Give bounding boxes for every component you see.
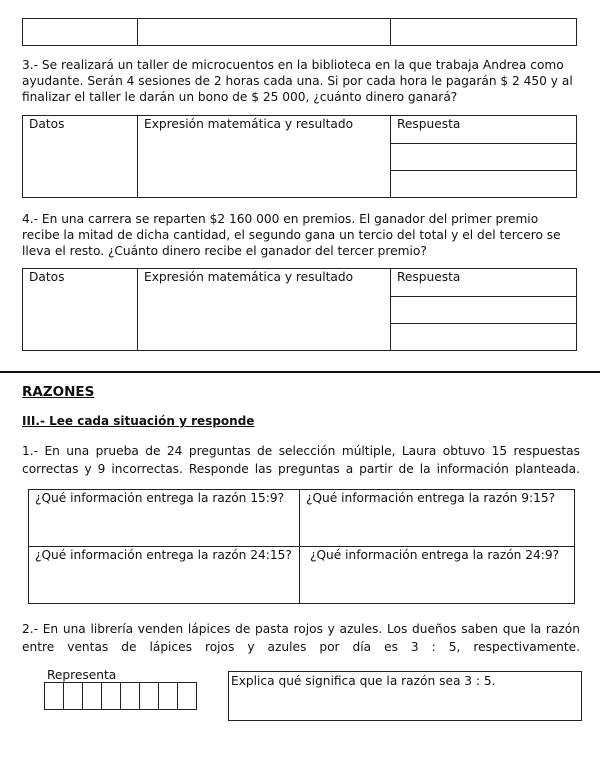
ratio-question-24-15[interactable] [29, 547, 300, 604]
represent-square[interactable] [101, 682, 121, 710]
previous-datos-cell[interactable] [23, 19, 138, 46]
ratio-question-24-9-text: ¿Qué información entrega la razón 24:9? [310, 548, 560, 562]
previous-answer-table [22, 18, 577, 46]
page-divider [0, 371, 600, 373]
problem-3-respuesta-line-1[interactable] [391, 144, 577, 171]
previous-respuesta-cell[interactable] [391, 19, 577, 46]
razones-question-grid [28, 489, 575, 604]
section-iii-title: III.- Lee cada situación y responde [22, 414, 255, 428]
problem-4-datos-cell[interactable] [23, 269, 138, 351]
explain-prompt: Explica qué significa que la razón sea 3 : 5. [231, 674, 496, 688]
expresion-header: Expresión matemática y resultado [144, 270, 354, 284]
problem-3-text: 3.- Se realizará un taller de microcuentos en la biblioteca en la que trabaja Andrea como ayudante. Serán 4 sesiones de 2 horas cada una. Si por cada hora le pagarán $ 2 450 y al finalizar el taller le darán un bono de $ 25 000, ¿cuánto dinero ganará? [22, 58, 573, 104]
datos-header: Datos [29, 117, 65, 131]
respuesta-header: Respuesta [397, 270, 461, 284]
problem-3-expresion-cell[interactable] [138, 116, 391, 198]
problem-4-text: 4.- En una carrera se reparten $2 160 000 en premios. El ganador del primer premio recibe la mitad de dicha cantidad, el segundo gana un tercio del total y el del tercero se lleva el resto. ¿Cuánto dinero recibe el ganador del tercer premio? [22, 212, 561, 258]
problem-4-respuesta-line-2[interactable] [391, 324, 577, 351]
represent-square[interactable] [44, 682, 64, 710]
problem-3-respuesta-header-cell [391, 116, 577, 144]
previous-expresion-cell[interactable] [138, 19, 391, 46]
explain-answer-box[interactable] [228, 671, 582, 721]
ratio-question-9-15[interactable] [300, 490, 575, 547]
ratio-question-15-9-text: ¿Qué información entrega la razón 15:9? [35, 491, 285, 505]
razones-heading: RAZONES [22, 384, 95, 400]
ratio-question-15-9[interactable] [29, 490, 300, 547]
represent-square[interactable] [82, 682, 102, 710]
problem-3-datos-cell[interactable] [23, 116, 138, 198]
represent-grid[interactable] [44, 682, 197, 710]
represent-square[interactable] [158, 682, 178, 710]
ratio-question-24-9[interactable] [300, 547, 575, 604]
problem-4-respuesta-header-cell [391, 269, 577, 297]
ratio-question-24-15-text: ¿Qué información entrega la razón 24:15? [35, 548, 292, 562]
problem-4-table [22, 268, 577, 351]
represent-square[interactable] [139, 682, 159, 710]
problem-4-respuesta-line-1[interactable] [391, 297, 577, 324]
razones-item-2-text: 2.- En una librería venden lápices de pasta rojos y azules. Los dueños saben que la razón entre ventas de lápices rojos y azules por día es 3 : 5, respectivamente. [22, 622, 580, 654]
problem-3-table [22, 115, 577, 198]
problem-3-respuesta-line-2[interactable] [391, 171, 577, 198]
represent-square[interactable] [120, 682, 140, 710]
razones-item-1-text: 1.- En una prueba de 24 preguntas de selección múltiple, Laura obtuvo 15 respuestas correctas y 9 incorrectas. Responde las preguntas a partir de la información planteada. [22, 444, 580, 476]
datos-header: Datos [29, 270, 65, 284]
represent-square[interactable] [63, 682, 83, 710]
expresion-header: Expresión matemática y resultado [144, 117, 354, 131]
problem-4-expresion-cell[interactable] [138, 269, 391, 351]
ratio-question-9-15-text: ¿Qué información entrega la razón 9:15? [306, 491, 556, 505]
represent-square[interactable] [177, 682, 197, 710]
respuesta-header: Respuesta [397, 117, 461, 131]
represent-label: Representa [47, 668, 117, 682]
